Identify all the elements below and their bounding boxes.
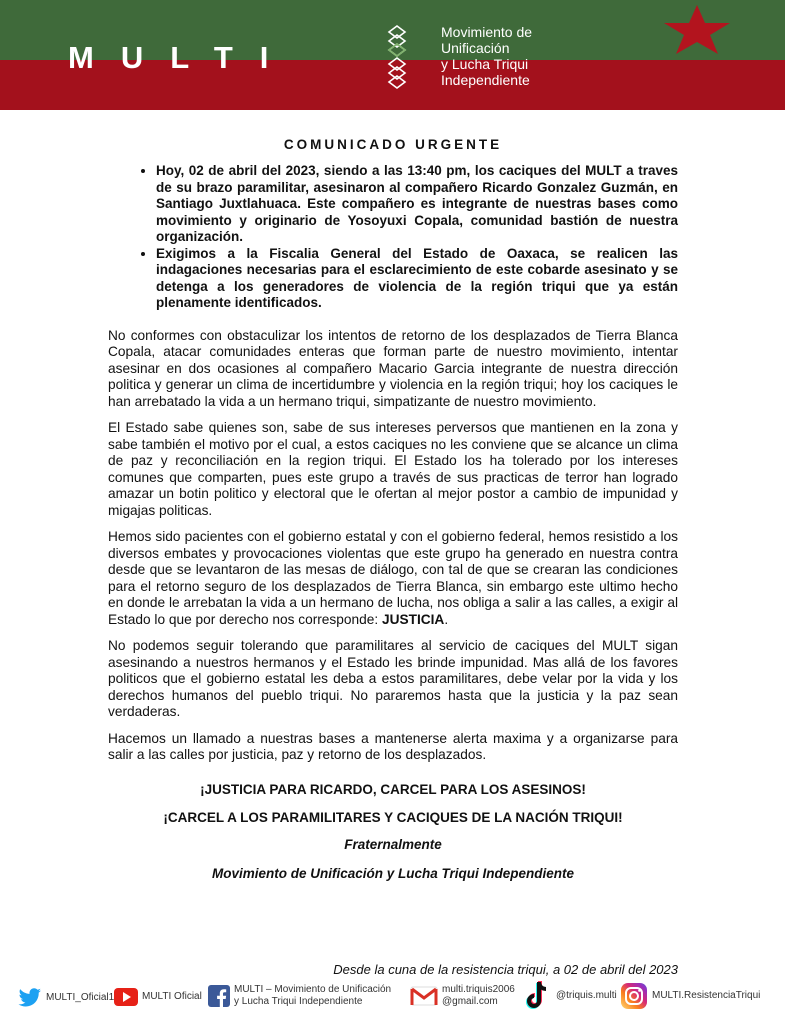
gmail-icon — [410, 986, 438, 1006]
facebook-page-line: MULTI – Movimiento de Unificación — [234, 984, 392, 995]
facebook-page-line: y Lucha Triqui Independiente — [234, 996, 363, 1007]
communique — [108, 124, 678, 881]
org-name — [441, 24, 591, 88]
email-address — [442, 984, 515, 1008]
paragraph-emphasis: JUSTICIA — [381, 611, 445, 627]
bullet-list — [108, 163, 678, 312]
place-date: Desde la cuna de la resistencia triqui, a 02 de abril del 2023 — [333, 962, 678, 977]
org-name-line: Unificación — [441, 40, 510, 56]
org-name-line: Movimiento de — [441, 24, 533, 40]
facebook-link[interactable] — [208, 984, 391, 1008]
social-footer — [0, 980, 785, 1020]
instagram-handle: MULTI.ResistenciaTriqui — [652, 990, 761, 1001]
paragraph-end: . — [444, 611, 449, 627]
twitter-icon — [18, 988, 42, 1008]
facebook-page — [234, 984, 391, 1008]
bullet-item: • Exigimos a la Fiscalia General del Estado de Oaxaca, se realicen las indagaciones necesarias para el esclarecimiento de este cobarde asesinato y se detenga a los generadores de violencia de la región triqui que ya están plenamente identificados. — [156, 246, 678, 312]
header-banner — [0, 0, 785, 110]
slogan: ¡CARCEL A LOS PARAMILITARES Y CACIQUES DE LA NACIÓN TRIQUI! — [163, 809, 623, 825]
tiktok-handle: @triquis.multi — [556, 990, 617, 1001]
email-line: multi.triquis2006 — [442, 984, 515, 995]
instagram-icon — [620, 982, 648, 1010]
paragraph: No conformes con obstaculizar los intentos de retorno de los desplazados de Tierra Blanca Copala, atacar comunidades enteras que forman parte de nuestro movimiento, intentar asesinar en dos ocasiones al compañero Macario Garcia integrante de nuestra dirección politica y generar un clima de incertidumbre y violencia en la región triqui; hoy los caciques le han arrebatado la vida a un hermano triqui, simpatizante de nuestro movimiento. — [108, 327, 678, 409]
youtube-channel: MULTI Oficial — [142, 991, 202, 1002]
youtube-icon — [114, 988, 138, 1006]
paragraph-text: Hemos sido pacientes con el gobierno estatal y con el gobierno federal, hemos resistido a los diversos embates y provocaciones violentas que este grupo ha generado en nuestra contra desde que se levantaron de las mesas de diálogo, con tal de que se crearan las condiciones para el retorno seguro de los desplazados de Tierra Blanca, sin embargo este ultimo hecho en donde le arrebatan la vida a un hermano de lucha, nos obliga a salir a las calles, a exigir al Estado lo que por derecho nos corresponde: — [108, 529, 678, 627]
page-title: COMUNICADO URGENTE — [283, 137, 503, 152]
facebook-icon — [208, 985, 230, 1007]
org-name-line: Independiente — [441, 72, 530, 88]
closing: Fraternalmente — [344, 836, 442, 852]
email-line: @gmail.com — [442, 996, 498, 1007]
instagram-link[interactable] — [620, 982, 760, 1010]
twitter-handle: MULTI_Oficial1 — [46, 992, 115, 1003]
tiktok-icon — [522, 980, 552, 1012]
paragraph — [108, 529, 678, 628]
email-link[interactable] — [410, 984, 515, 1008]
org-name-line: y Lucha Triqui — [441, 56, 529, 72]
youtube-link[interactable] — [114, 988, 202, 1006]
paragraph: No podemos seguir tolerando que paramilitares al servicio de caciques del MULT sigan asesinando a nuestros hermanos y el Estado les brinde impunidad. Mas allá de los favores politicos que el gobierno estatal les deba a estos paramilitares, debe velar por la vida y los derechos humanos del pueblo triqui. No pararemos hasta que la justicia y la paz sean verdaderas. — [108, 638, 678, 719]
slogan: ¡JUSTICIA PARA RICARDO, CARCEL PARA LOS ASESINOS! — [200, 781, 586, 797]
star-icon — [660, 4, 734, 56]
twitter-link[interactable] — [18, 988, 114, 1008]
tiktok-link[interactable] — [522, 980, 617, 1012]
signature: Movimiento de Unificación y Lucha Triqui Independiente — [211, 865, 575, 881]
bullet-item: • Hoy, 02 de abril del 2023, siendo a las 13:40 pm, los caciques del MULT a traves de su brazo paramilitar, asesinaron al compañero Ricardo Gonzalez Guzmán, en Santiago Juxtlahuaca. Este compañero es integrante de nuestras bases como movimiento y originario de Yosoyuxi Copala, comunidad bastión de nuestra organización. — [156, 163, 678, 246]
paragraph: Hacemos un llamado a nuestras bases a mantenerse alerta maxima y a organizarse para salir a las calles por justicia, paz y retorno de los desplazados. — [108, 730, 678, 762]
logo-text: MULTI — [68, 40, 296, 75]
diamond-chain-icon — [386, 24, 408, 90]
paragraph: El Estado sabe quienes son, sabe de sus intereses perversos que mantienen en la zona y sabe también el motivo por el cual, a estos caciques no les conviene que se alcance un clima de paz y reconciliación en la region triqui. El Estado los ha tolerado por los intereses comunes que comparten, pues este grupo a través de sus practicas de terror han logrado amazar un botin politico y electoral que le ofertan al mejor postor a cambio de impunidad y migajas politicas. — [108, 420, 678, 518]
